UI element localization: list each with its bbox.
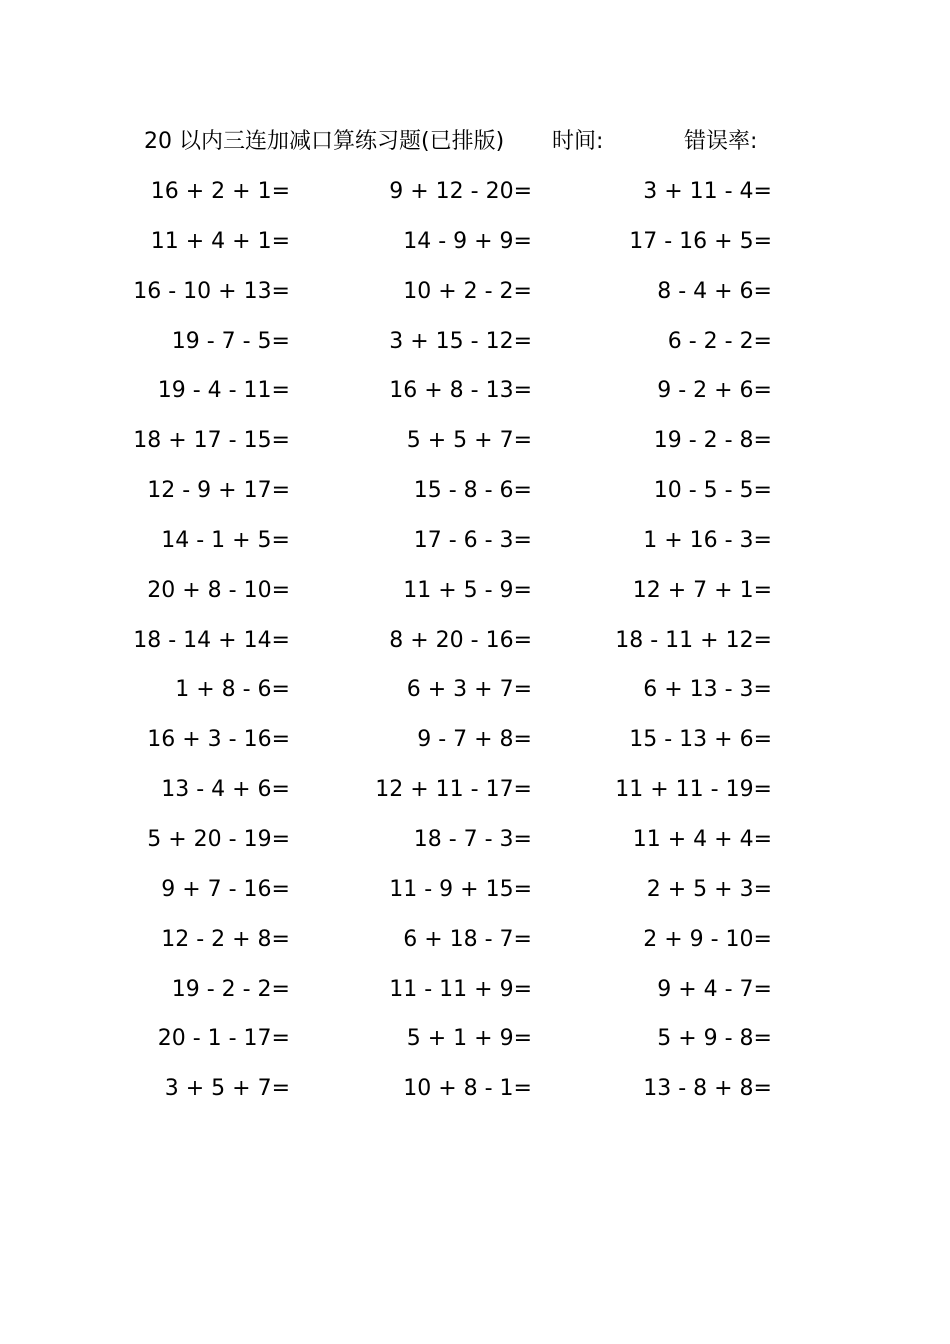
problem-cell: 19 - 2 - 2=: [171, 976, 290, 1002]
problem-cell: 16 + 8 - 13=: [389, 378, 532, 404]
problem-cell: 5 + 5 + 7=: [406, 428, 532, 454]
problem-cell: 8 + 20 - 16=: [389, 627, 532, 653]
problem-cell: 6 - 2 - 2=: [667, 328, 772, 354]
problem-cell: 18 - 11 + 12=: [615, 627, 772, 653]
problem-row: [0, 322, 950, 372]
problem-cell: 13 - 8 + 8=: [643, 1076, 772, 1102]
problem-cell: 15 - 13 + 6=: [629, 727, 772, 753]
problem-row: [0, 670, 950, 720]
problem-cell: 20 + 8 - 10=: [147, 577, 290, 603]
problem-row: [0, 621, 950, 671]
problem-cell: 11 + 4 + 1=: [150, 228, 290, 254]
problem-cell: 9 - 7 + 8=: [417, 727, 532, 753]
problem-row: [0, 820, 950, 870]
problem-row: [0, 720, 950, 770]
problem-cell: 2 + 9 - 10=: [643, 926, 772, 952]
problem-cell: 11 - 11 + 9=: [389, 976, 532, 1002]
problem-cell: 3 + 5 + 7=: [164, 1076, 290, 1102]
problem-cell: 5 + 1 + 9=: [406, 1026, 532, 1052]
problem-cell: 11 + 11 - 19=: [615, 777, 772, 803]
problem-row: [0, 970, 950, 1020]
problem-cell: 11 - 9 + 15=: [389, 876, 532, 902]
problem-cell: 6 + 3 + 7=: [406, 677, 532, 703]
problem-row: [0, 770, 950, 820]
problem-row: [0, 521, 950, 571]
problem-cell: 14 - 9 + 9=: [403, 228, 532, 254]
problem-cell: 12 + 7 + 1=: [632, 577, 772, 603]
problem-cell: 19 - 4 - 11=: [157, 378, 290, 404]
problem-cell: 15 - 8 - 6=: [413, 478, 532, 504]
problem-cell: 11 + 5 - 9=: [403, 577, 532, 603]
problem-cell: 6 + 13 - 3=: [643, 677, 772, 703]
problem-cell: 18 - 7 - 3=: [413, 826, 532, 852]
problem-cell: 18 - 14 + 14=: [133, 627, 290, 653]
problem-cell: 18 + 17 - 15=: [133, 428, 290, 454]
problem-cell: 20 - 1 - 17=: [157, 1026, 290, 1052]
problem-cell: 9 + 7 - 16=: [161, 876, 290, 902]
problem-row: [0, 371, 950, 421]
problem-cell: 16 + 3 - 16=: [147, 727, 290, 753]
problem-cell: 3 + 15 - 12=: [389, 328, 532, 354]
problem-row: [0, 272, 950, 322]
problem-cell: 16 - 10 + 13=: [133, 278, 290, 304]
problem-cell: 9 + 12 - 20=: [389, 179, 532, 204]
problem-cell: 12 + 11 - 17=: [375, 777, 532, 803]
problem-cell: 5 + 20 - 19=: [147, 826, 290, 852]
problem-cell: 14 - 1 + 5=: [161, 527, 290, 553]
time-label: 时间:: [552, 129, 604, 154]
problem-cell: 17 - 6 - 3=: [413, 527, 532, 553]
problem-cell: 2 + 5 + 3=: [646, 876, 772, 902]
problem-row: [0, 172, 950, 222]
problem-cell: 13 - 4 + 6=: [161, 777, 290, 803]
problem-row: [0, 222, 950, 272]
problem-cell: 17 - 16 + 5=: [629, 228, 772, 254]
problem-row: [0, 421, 950, 471]
problem-cell: 3 + 11 - 4=: [643, 179, 772, 204]
problem-cell: 19 - 2 - 8=: [653, 428, 772, 454]
problem-cell: 10 - 5 - 5=: [653, 478, 772, 504]
problem-row: [0, 471, 950, 521]
worksheet-title: 20 以内三连加减口算练习题(已排版): [144, 129, 505, 154]
problem-row: [0, 1069, 950, 1119]
problem-cell: 8 - 4 + 6=: [657, 278, 772, 304]
problem-cell: 10 + 8 - 1=: [403, 1076, 532, 1102]
problem-cell: 19 - 7 - 5=: [171, 328, 290, 354]
problem-row: [0, 920, 950, 970]
problem-cell: 1 + 8 - 6=: [175, 677, 290, 703]
problem-cell: 10 + 2 - 2=: [403, 278, 532, 304]
problem-cell: 6 + 18 - 7=: [403, 926, 532, 952]
problem-cell: 1 + 16 - 3=: [643, 527, 772, 553]
problem-cell: 12 - 9 + 17=: [147, 478, 290, 504]
problem-cell: 16 + 2 + 1=: [150, 179, 290, 204]
error-rate-label: 错误率:: [684, 129, 758, 154]
problem-cell: 12 - 2 + 8=: [161, 926, 290, 952]
problem-cell: 9 + 4 - 7=: [657, 976, 772, 1002]
problem-cell: 11 + 4 + 4=: [632, 826, 772, 852]
worksheet-header: [0, 124, 950, 160]
problem-row: [0, 1019, 950, 1069]
problem-cell: 5 + 9 - 8=: [657, 1026, 772, 1052]
problem-cell: 9 - 2 + 6=: [657, 378, 772, 404]
problem-row: [0, 571, 950, 621]
problem-row: [0, 870, 950, 920]
problem-grid: [0, 172, 950, 1119]
